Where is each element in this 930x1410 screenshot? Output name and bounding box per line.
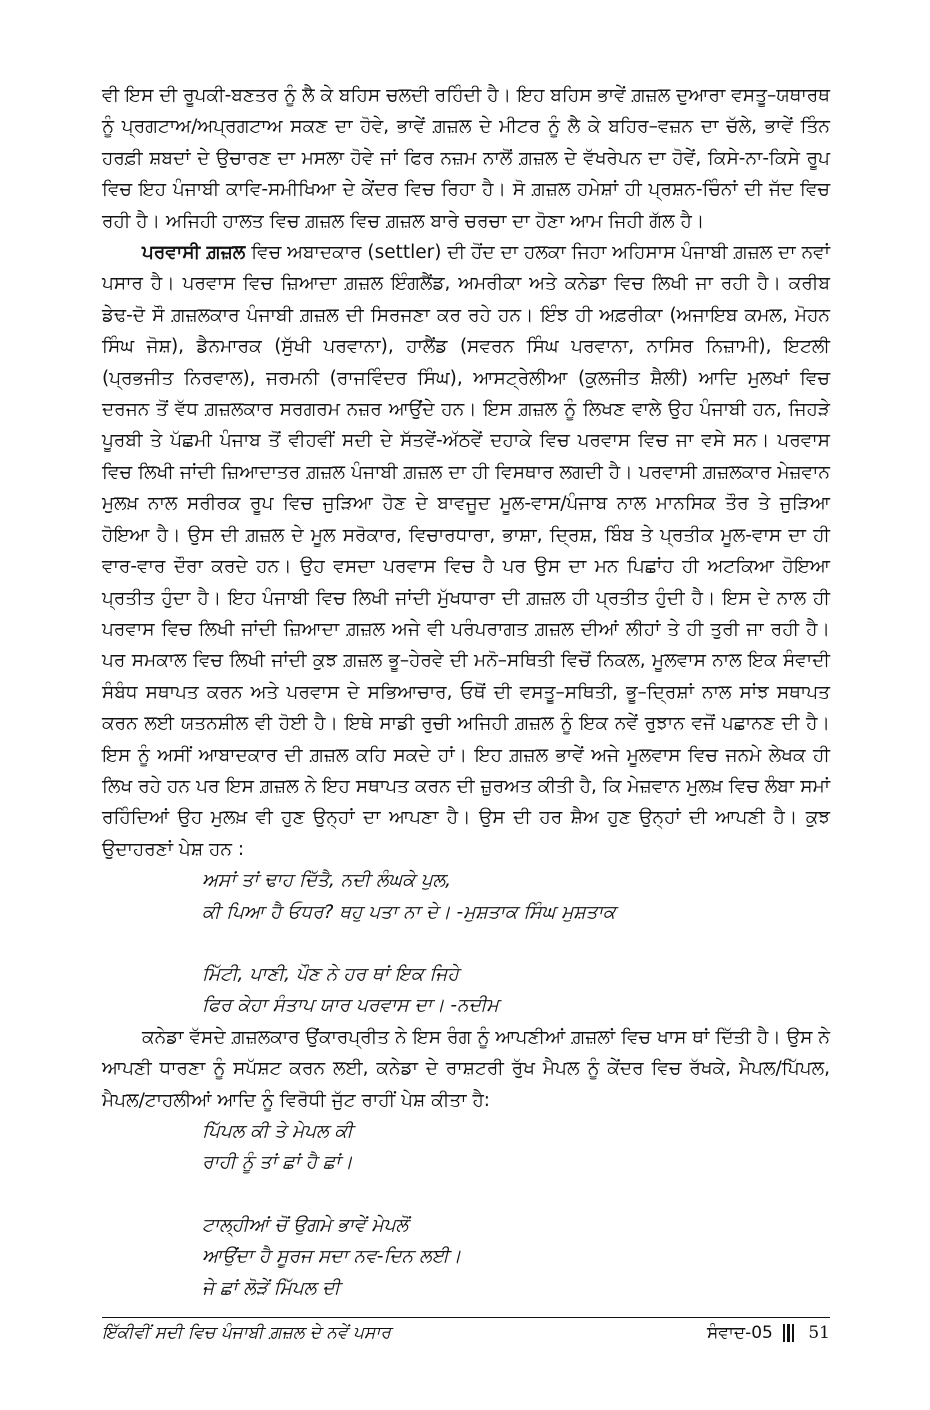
paragraph-2-lead: ਪਰਵਾਸੀ ਗ਼ਜ਼ਲ [142, 242, 246, 264]
verse-4 [202, 1210, 830, 1304]
paragraph-2-text: ਵਿਚ ਅਬਾਦਕਾਰ (settler) ਦੀ ਹੋਂਦ ਦਾ ਹਲਕਾ ਜਿਹਾ ਅਹਿਸਾਸ ਪੰਜਾਬੀ ਗ਼ਜ਼ਲ ਦਾ ਨਵਾਂ ਪਸਾਰ ਹੈ। ਪਰਵਾਸ ਵਿਚ ਜ਼ਿਆਦਾ ਗ਼ਜ਼ਲ ਇੰਗਲੈਂਡ, ਅਮਰੀਕਾ ਅਤੇ ਕਨੇਡਾ ਵਿਚ ਲਿਖੀ ਜਾ ਰਹੀ ਹੈ। ਕਰੀਬ ਡੇਢ-ਦੋ ਸੌ ਗ਼ਜ਼ਲਕਾਰ ਪੰਜਾਬੀ ਗ਼ਜ਼ਲ ਦੀ ਸਿਰਜਣਾ ਕਰ ਰਹੇ ਹਨ। ਇੰਝ ਹੀ ਅਫ਼ਰੀਕਾ (ਅਜਾਇਬ ਕਮਲ, ਮੋਹਨ ਸਿੰਘ ਜੋਸ਼), ਡੈਨਮਾਰਕ (ਸੁੱਖੀ ਪਰਵਾਨਾ), ਹਾਲੈਂਡ (ਸਵਰਨ ਸਿੰਘ ਪਰਵਾਨਾ, ਨਾਸਿਰ ਨਿਜ਼ਾਮੀ), ਇਟਲੀ (ਪ੍ਰਭਜੀਤ ਨਿਰਵਾਲ), ਜਰਮਨੀ (ਰਾਜਵਿੰਦਰ ਸਿੰਘ), ਆਸਟ੍ਰੇਲੀਆ (ਕੁਲਜੀਤ ਸ਼ੈਲੀ) ਆਦਿ ਮੁਲਖਾਂ ਵਿਚ ਦਰਜਨ ਤੋਂ ਵੱਧ ਗ਼ਜ਼ਲਕਾਰ ਸਰਗਰਮ ਨਜ਼ਰ ਆਉਂਦੇ ਹਨ। ਇਸ ਗ਼ਜ਼ਲ ਨੂੰ ਲਿਖਣ ਵਾਲੇ ਉਹ ਪੰਜਾਬੀ ਹਨ, ਜਿਹੜੇ ਪੂਰਬੀ ਤੇ ਪੱਛਮੀ ਪੰਜਾਬ ਤੋਂ ਵੀਹਵੀਂ ਸਦੀ ਦੇ ਸੱਤਵੇਂ-ਅੱਠਵੇਂ ਦਹਾਕੇ ਵਿਚ ਪਰਵਾਸ ਵਿਚ ਜਾ ਵਸੇ ਸਨ। ਪਰਵਾਸ ਵਿਚ ਲਿਖੀ ਜਾਂਦੀ ਜ਼ਿਆਦਾਤਰ ਗ਼ਜ਼ਲ ਪੰਜਾਬੀ ਗ਼ਜ਼ਲ ਦਾ ਹੀ ਵਿਸਥਾਰ ਲਗਦੀ ਹੈ। ਪਰਵਾਸੀ ਗ਼ਜ਼ਲਕਾਰ ਮੇਜ਼ਵਾਨ ਮੁਲਖ਼ ਨਾਲ ਸਰੀਰਕ ਰੂਪ ਵਿਚ ਜੁੜਿਆ ਹੋਣ ਦੇ ਬਾਵਜੂਦ ਮੂਲ-ਵਾਸ/ਪੰਜਾਬ ਨਾਲ ਮਾਨਸਿਕ ਤੌਰ ਤੇ ਜੁੜਿਆ ਹੋਇਆ ਹੈ। ਉਸ ਦੀ ਗ਼ਜ਼ਲ ਦੇ ਮੂਲ ਸਰੋਕਾਰ, ਵਿਚਾਰਧਾਰਾ, ਭਾਸ਼ਾ, ਦ੍ਰਿਸ਼, ਬਿੰਬ ਤੇ ਪ੍ਰਤੀਕ ਮੂਲ-ਵਾਸ ਦਾ ਹੀ ਵਾਰ-ਵਾਰ ਦੌਰਾ ਕਰਦੇ ਹਨ। ਉਹ ਵਸਦਾ ਪਰਵਾਸ ਵਿਚ ਹੈ ਪਰ ਉਸ ਦਾ ਮਨ ਪਿਛਾਂਹ ਹੀ ਅਟਕਿਆ ਹੋਇਆ ਪ੍ਰਤੀਤ ਹੁੰਦਾ ਹੈ। ਇਹ ਪੰਜਾਬੀ ਵਿਚ ਲਿਖੀ ਜਾਂਦੀ ਮੁੱਖਧਾਰਾ ਦੀ ਗ਼ਜ਼ਲ ਹੀ ਪ੍ਰਤੀਤ ਹੁੰਦੀ ਹੈ। ਇਸ ਦੇ ਨਾਲ ਹੀ ਪਰਵਾਸ ਵਿਚ ਲਿਖੀ ਜਾਂਦੀ ਜ਼ਿਆਦਾ ਗ਼ਜ਼ਲ ਅਜੇ ਵੀ ਪਰੰਪਰਾਗਤ ਗ਼ਜ਼ਲ ਦੀਆਂ ਲੀਹਾਂ ਤੇ ਹੀ ਤੁਰੀ ਜਾ ਰਹੀ ਹੈ। ਪਰ ਸਮਕਾਲ ਵਿਚ ਲਿਖੀ ਜਾਂਦੀ ਕੁਝ ਗ਼ਜ਼ਲ ਭੂ–ਹੇਰਵੇ ਦੀ ਮਨੋ–ਸਥਿਤੀ ਵਿਚੋਂ ਨਿਕਲ, ਮੂਲਵਾਸ ਨਾਲ ਇਕ ਸੰਵਾਦੀ ਸੰਬੰਧ ਸਥਾਪਤ ਕਰਨ ਅਤੇ ਪਰਵਾਸ ਦੇ ਸਭਿਆਚਾਰ, ਓਥੋਂ ਦੀ ਵਸਤੂ–ਸਥਿਤੀ, ਭੂ–ਦ੍ਰਿਸ਼ਾਂ ਨਾਲ ਸਾਂਝ ਸਥਾਪਤ ਕਰਨ ਲਈ ਯਤਨਸ਼ੀਲ ਵੀ ਹੋਈ ਹੈ। ਇਥੇ ਸਾਡੀ ਰੁਚੀ ਅਜਿਹੀ ਗ਼ਜ਼ਲ ਨੂੰ ਇਕ ਨਵੇਂ ਰੁਝਾਨ ਵਜੋਂ ਪਛਾਨਣ ਦੀ ਹੈ। ਇਸ ਨੂੰ ਅਸੀਂ ਆਬਾਦਕਾਰ ਦੀ ਗ਼ਜ਼ਲ ਕਹਿ ਸਕਦੇ ਹਾਂ। ਇਹ ਗ਼ਜ਼ਲ ਭਾਵੇਂ ਅਜੇ ਮੂਲਵਾਸ ਵਿਚ ਜਨਮੇ ਲੇਖਕ ਹੀ ਲਿਖ ਰਹੇ ਹਨ ਪਰ ਇਸ ਗ਼ਜ਼ਲ ਨੇ ਇਹ ਸਥਾਪਤ ਕਰਨ ਦੀ ਜ਼ੁਰਅਤ ਕੀਤੀ ਹੈ, ਕਿ ਮੇਜ਼ਵਾਨ ਮੁਲਖ਼ ਵਿਚ ਲੰਬਾ ਸਮਾਂ ਰਹਿੰਦਿਆਂ ਉਹ ਮੁਲਖ਼ ਵੀ ਹੁਣ ਉਨ੍ਹਾਂ ਦਾ ਆਪਣਾ ਹੈ। ਉਸ ਦੀ ਹਰ ਸ਼ੈਅ ਹੁਣ ਉਨ੍ਹਾਂ ਦੀ ਆਪਣੀ ਹੈ। ਕੁਝ ਉਦਾਹਰਣਾਂ ਪੇਸ਼ ਹਨ : [102, 242, 830, 860]
verse-line: ਅਸਾਂ ਤਾਂ ਢਾਹ ਦਿੱਤੈ, ਨਦੀ ਲੰਘਕੇ ਪੁਲ, [202, 870, 452, 892]
triple-bar-icon [783, 1324, 797, 1342]
verse-line: ਕੀ ਪਿਆ ਹੈ ਓਧਰ? ਥਹੁ ਪਤਾ ਨਾ ਦੇ। -ਮੁਸ਼ਤਾਕ ਸਿੰਘ ਮੁਸ਼ਤਾਕ [202, 901, 616, 923]
paragraph-1: ਵੀ ਇਸ ਦੀ ਰੂਪਕੀ-ਬਣਤਰ ਨੂੰ ਲੈ ਕੇ ਬਹਿਸ ਚਲਦੀ ਰਹਿੰਦੀ ਹੈ। ਇਹ ਬਹਿਸ ਭਾਵੇਂ ਗ਼ਜ਼ਲ ਦੁਆਰਾ ਵਸਤੂ–ਯਥਾਰਥ ਨੂੰ ਪ੍ਰਗਟਾਅ/ਅਪ੍ਰਗਟਾਅ ਸਕਣ ਦਾ ਹੋਵੇ, ਭਾਵੇਂ ਗ਼ਜ਼ਲ ਦੇ ਮੀਟਰ ਨੂੰ ਲੈ ਕੇ ਬਹਿਰ–ਵਜ਼ਨ ਦਾ ਚੱਲੇ, ਭਾਵੇਂ ਤਿੰਨ ਹਰਫ਼ੀ ਸ਼ਬਦਾਂ ਦੇ ਉਚਾਰਣ ਦਾ ਮਸਲਾ ਹੋਵੇ ਜਾਂ ਫਿਰ ਨਜ਼ਮ ਨਾਲੋਂ ਗ਼ਜ਼ਲ ਦੇ ਵੱਖਰੇਪਨ ਦਾ ਹੋਵੇਂ, ਕਿਸੇ-ਨਾ-ਕਿਸੇ ਰੂਪ ਵਿਚ ਇਹ ਪੰਜਾਬੀ ਕਾਵਿ-ਸਮੀਖਿਆ ਦੇ ਕੇਂਦਰ ਵਿਚ ਰਿਹਾ ਹੈ। ਸੋ ਗ਼ਜ਼ਲ ਹਮੇਸ਼ਾਂ ਹੀ ਪ੍ਰਸ਼ਨ-ਚਿੰਨਾਂ ਦੀ ਜੱਦ ਵਿਚ ਰਹੀ ਹੈ। ਅਜਿਹੀ ਹਾਲਤ ਵਿਚ ਗ਼ਜ਼ਲ ਵਿਚ ਗ਼ਜ਼ਲ ਬਾਰੇ ਚਰਚਾ ਦਾ ਹੋਣਾ ਆਮ ਜਿਹੀ ਗੱਲ ਹੈ। [102, 85, 830, 232]
footer-rule [102, 1317, 830, 1318]
running-title: ਇੱਕੀਵੀਂ ਸਦੀ ਵਿਚ ਪੰਜਾਬੀ ਗ਼ਜ਼ਲ ਦੇ ਨਵੇਂ ਪਸਾਰ [102, 1323, 391, 1343]
verse-line: ਪਿੱਪਲ ਕੀ ਤੇ ਮੇਪਲ ਕੀ [202, 1121, 353, 1142]
verse-2 [202, 959, 830, 1022]
verse-line: ਆਉਂਦਾ ਹੈ ਸੂਰਜ ਸਦਾ ਨਵ-ਦਿਨ ਲਈ। [202, 1246, 462, 1268]
body-text [102, 80, 830, 1304]
journal-name: ਸੰਵਾਦ-05 [707, 1323, 773, 1343]
page-number: 51 [808, 1323, 830, 1343]
verse-line: ਰਾਹੀ ਨੂੰ ਤਾਂ ਛਾਂ ਹੈ ਛਾਂ। [202, 1152, 353, 1174]
verse-1 [202, 865, 830, 928]
paragraph-2 [102, 237, 830, 865]
verse-line: ਟਾਲ੍ਹੀਆਂ ਚੋਂ ਉਗਮੇ ਭਾਵੇਂ ਮੇਪਲੋਂ [202, 1214, 409, 1236]
verse-line: ਜੇ ਛਾਂ ਲੋੜੇਂ ਮਿੱਪਲ ਦੀ [202, 1277, 340, 1299]
verse-3 [202, 1116, 830, 1179]
footer-journal [707, 1323, 830, 1343]
verse-line: ਮਿੱਟੀ, ਪਾਣੀ, ਪੌਣ ਨੇ ਹਰ ਥਾਂ ਇਕ ਜਿਹੇ [202, 963, 459, 985]
paragraph-3: ਕਨੇਡਾ ਵੱਸਦੇ ਗ਼ਜ਼ਲਕਾਰ ਉਂਕਾਰਪ੍ਰੀਤ ਨੇ ਇਸ ਰੰਗ ਨੂੰ ਆਪਣੀਆਂ ਗ਼ਜ਼ਲਾਂ ਵਿਚ ਖਾਸ ਥਾਂ ਦਿੱਤੀ ਹੈ। ਉਸ ਨੇ ਆਪਣੀ ਧਾਰਣਾ ਨੂੰ ਸਪੱਸ਼ਟ ਕਰਨ ਲਈ, ਕਨੇਡਾ ਦੇ ਰਾਸ਼ਟਰੀ ਰੁੱਖ ਮੈਪਲ ਨੂੰ ਕੇਂਦਰ ਵਿਚ ਰੱਖਕੇ, ਮੈਪਲ/ਪਿੱਪਲ, ਮੈਪਲ/ਟਾਹਲੀਆਂ ਆਦਿ ਨੂੰ ਵਿਰੋਧੀ ਜੁੱਟ ਰਾਹੀਂ ਪੇਸ਼ ਕੀਤਾ ਹੈ: [102, 1026, 830, 1111]
verse-line: ਫਿਰ ਕੇਹਾ ਸੰਤਾਪ ਯਾਰ ਪਰਵਾਸ ਦਾ। -ਨਦੀਮ [202, 995, 499, 1017]
